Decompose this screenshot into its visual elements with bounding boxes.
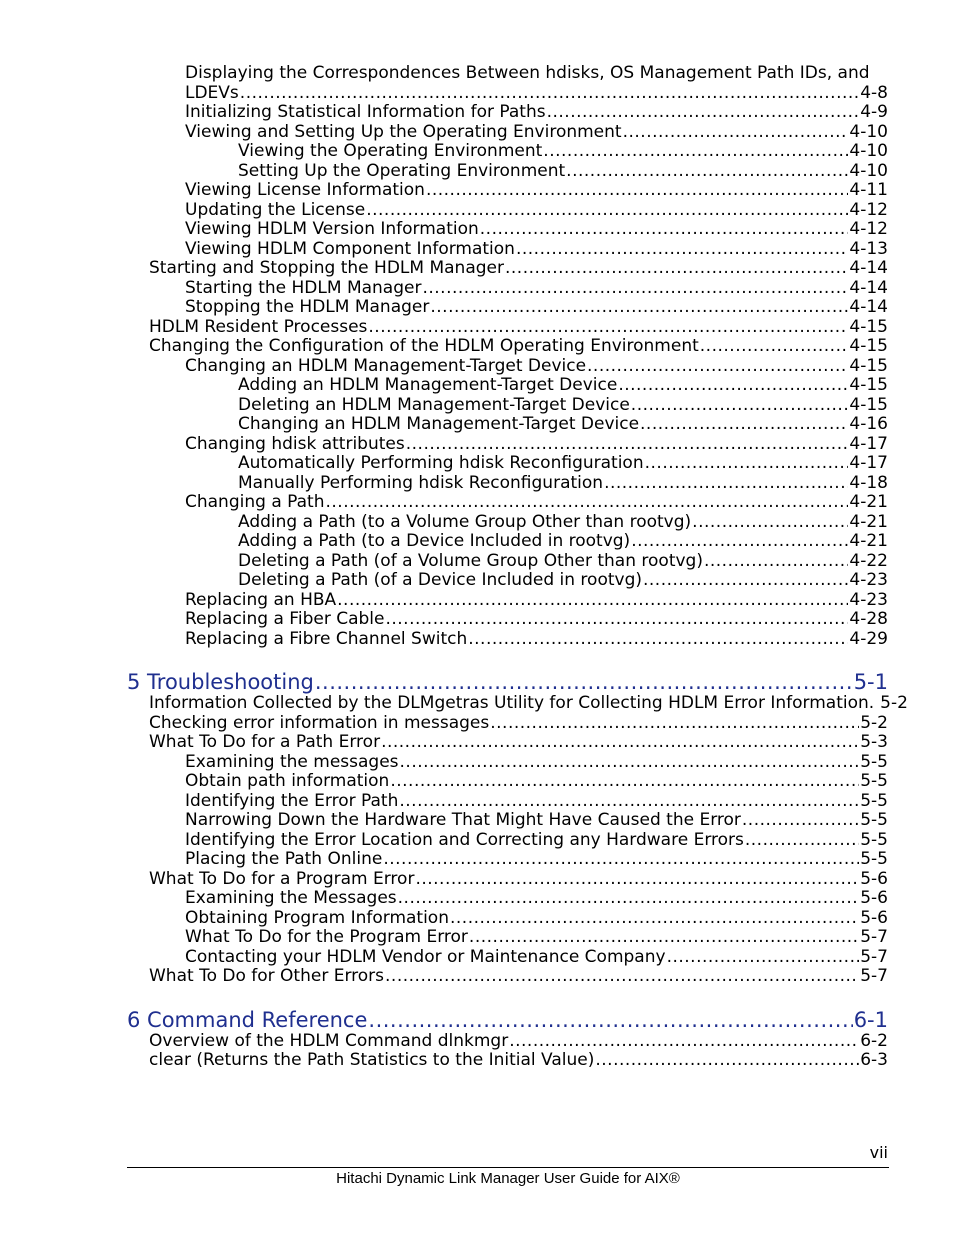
toc-entry-text: Viewing HDLM Component Information (185, 238, 515, 259)
toc-leader-dots (631, 395, 849, 415)
toc-page-ref: 5-2 (860, 712, 888, 733)
toc-entry-text: Initializing Statistical Information for Paths (185, 102, 546, 122)
toc-page-ref: 5-5 (860, 810, 888, 830)
toc-page-ref: 4-14 (849, 297, 888, 317)
toc-entry-text: Replacing an HBA (185, 589, 337, 610)
toc-page-ref: 4-15 (849, 375, 888, 395)
toc-leader-dots (415, 869, 859, 889)
toc-entry-text: What To Do for the Program Error (185, 927, 468, 947)
toc-entry-text: What To Do for a Program Error (149, 868, 415, 889)
toc-entry[interactable] (149, 693, 908, 713)
toc-entry-text: What To Do for a Path Error (149, 732, 381, 752)
toc-page-ref: 4-21 (849, 492, 888, 512)
toc-entry[interactable] (185, 122, 888, 142)
toc-leader-dots (623, 122, 849, 142)
toc-page-ref: 5-5 (860, 849, 888, 869)
toc-chapter-entry[interactable] (127, 670, 888, 694)
toc-entry-text: Viewing License Information (185, 180, 425, 200)
toc-entry[interactable] (149, 258, 888, 278)
toc-entry-text: Automatically Performing hdisk Reconfiguration (238, 453, 644, 473)
toc-entry-text: 5 Troubleshooting (127, 670, 314, 694)
toc-entry[interactable] (238, 453, 888, 473)
toc-entry-text: Replacing a Fibre Channel Switch (185, 628, 468, 649)
toc-entry-text: Narrowing Down the Hardware That Might Have Caused the Error (185, 810, 741, 830)
toc-leader-dots (692, 512, 848, 532)
toc-leader-dots (745, 830, 859, 850)
toc-leader-dots (516, 239, 848, 259)
toc-leader-dots (385, 966, 859, 986)
footer-title: Hitachi Dynamic Link Manager User Guide for AIX® (336, 1170, 680, 1187)
toc-leader-dots (640, 414, 848, 434)
toc-entry[interactable] (238, 375, 888, 395)
toc-page-ref: 4-14 (849, 258, 888, 278)
toc-entry[interactable] (185, 791, 888, 811)
toc-entry[interactable] (149, 966, 888, 986)
toc-page-ref: 5-5 (860, 829, 888, 850)
toc-entry-text: Adding a Path (to a Volume Group Other than rootvg) (238, 511, 692, 532)
toc-leader-dots (366, 200, 848, 220)
toc-entry[interactable] (185, 947, 888, 967)
toc-entry-text: Changing a Path (185, 492, 325, 512)
toc-leader-dots (547, 102, 860, 122)
toc-leader-dots (390, 771, 859, 791)
toc-page-ref: 4-17 (849, 433, 888, 454)
toc-page-ref: 4-15 (849, 336, 888, 356)
toc-entry-text: Obtain path information (185, 771, 390, 791)
toc-leader-dots (543, 141, 848, 161)
toc-entry-text: HDLM Resident Processes (149, 316, 368, 337)
toc-page-ref: 4-12 (849, 219, 888, 239)
toc-entry[interactable] (238, 570, 888, 590)
toc-leader-dots (337, 590, 848, 610)
toc-entry-text: Changing the Configuration of the HDLM Operating Environment (149, 336, 699, 356)
toc-page-ref: 4-21 (849, 511, 888, 532)
toc-entry[interactable] (185, 810, 888, 830)
toc-entry-text: Checking error information in messages (149, 712, 490, 733)
toc-leader-dots (469, 927, 859, 947)
toc-leader-dots (643, 570, 848, 590)
toc-entry[interactable] (238, 161, 888, 181)
toc-page-ref: 4-23 (849, 570, 888, 590)
toc-entry-text: Starting the HDLM Manager (185, 277, 422, 298)
toc-leader-dots (399, 791, 859, 811)
toc-entry-text: Obtaining Program Information (185, 907, 449, 928)
toc-entry-text: Viewing and Setting Up the Operating Environment (185, 121, 622, 142)
toc-leader-dots (645, 453, 849, 473)
toc-entry[interactable] (149, 713, 888, 733)
toc-entry-text: What To Do for Other Errors (149, 966, 385, 986)
toc-entry-text: Examining the Messages (185, 888, 397, 908)
toc-entry-text: clear (Returns the Path Statistics to the Initial Value) (149, 1050, 595, 1070)
toc-leader-dots (742, 810, 859, 830)
toc-entry[interactable] (185, 297, 888, 317)
toc-entry[interactable] (149, 336, 888, 356)
toc-leader-dots (381, 732, 859, 752)
toc-leader-dots (422, 278, 848, 298)
toc-entry-text: Contacting your HDLM Vendor or Maintenance Company (185, 946, 666, 967)
toc-entry[interactable] (185, 356, 888, 376)
toc-page-ref: 5-3 (860, 732, 888, 752)
toc-entry-text: Information Collected by the DLMgetras Utility for Collecting HDLM Error Information. (149, 693, 875, 713)
toc-entry[interactable] (185, 849, 888, 869)
toc-page-ref: 4-17 (849, 453, 888, 473)
toc-entry-text: Examining the messages (185, 751, 399, 772)
toc-leader-dots (326, 492, 849, 512)
toc-page-ref: 5-7 (860, 927, 888, 947)
toc-leader-dots (700, 336, 849, 356)
toc-page-ref: 4-13 (849, 238, 888, 259)
toc-leader-dots (631, 531, 848, 551)
toc-leader-dots (566, 161, 848, 181)
toc-entry-text: Placing the Path Online (185, 849, 383, 869)
toc-page-ref: 4-14 (849, 277, 888, 298)
toc-page-ref: 6-1 (853, 1007, 888, 1032)
toc-entry[interactable] (238, 395, 888, 415)
toc-leader-dots (368, 1008, 852, 1032)
toc-page-ref: 4-9 (860, 102, 888, 122)
toc-page-ref: 4-15 (849, 355, 888, 376)
toc-entry-text: Changing an HDLM Management-Target Device (238, 414, 640, 434)
toc-page-ref: 5-6 (860, 868, 888, 889)
toc-entry-text: Replacing a Fiber Cable (185, 609, 385, 629)
toc-entry[interactable] (185, 83, 888, 103)
toc-page-ref: 5-6 (860, 907, 888, 928)
toc-page-ref: 4-22 (849, 550, 888, 571)
toc-page-ref: 6-3 (860, 1050, 888, 1070)
toc-entry[interactable] (185, 180, 888, 200)
toc-entry-text: Changing an HDLM Management-Target Device (185, 355, 587, 376)
toc-entry-text: Deleting an HDLM Management-Target Device (238, 394, 630, 415)
toc-entry[interactable] (185, 239, 888, 259)
toc-page-ref: 5-5 (860, 771, 888, 791)
page-number: vii (869, 1143, 888, 1162)
toc-leader-dots (385, 609, 848, 629)
toc-leader-dots (505, 258, 848, 278)
toc-page-ref: 4-28 (849, 609, 888, 629)
toc-page-ref: 4-12 (849, 199, 888, 220)
toc-page-ref: 5-7 (860, 946, 888, 967)
toc-page-ref: 5-5 (860, 790, 888, 811)
toc-entry-text: Viewing the Operating Environment (238, 141, 543, 161)
toc-entry-text: Stopping the HDLM Manager (185, 297, 430, 317)
toc-entry[interactable] (185, 927, 888, 947)
toc-page-ref: 4-18 (849, 472, 888, 493)
toc-leader-dots (315, 670, 853, 694)
toc-entry[interactable] (238, 551, 888, 571)
toc-leader-dots (480, 219, 849, 239)
toc-entry[interactable] (238, 141, 888, 161)
toc-entry[interactable] (185, 278, 888, 298)
toc-entry[interactable] (185, 434, 888, 454)
toc-page-ref: 4-10 (849, 121, 888, 142)
toc-page-ref: 4-29 (849, 628, 888, 649)
toc-page-ref: 6-2 (860, 1030, 888, 1051)
toc-entry[interactable] (238, 473, 888, 493)
toc-page-ref: 5-1 (853, 670, 888, 694)
toc-leader-dots (595, 1050, 859, 1070)
toc-entry-text: Viewing HDLM Version Information (185, 219, 479, 239)
toc-leader-dots (587, 356, 848, 376)
toc-page-ref: 5-5 (860, 751, 888, 772)
toc-entry[interactable] (149, 317, 888, 337)
toc-entry-text: Identifying the Error Path (185, 790, 399, 811)
toc-leader-dots (490, 713, 859, 733)
toc-entry[interactable] (185, 629, 888, 649)
toc-leader-dots (383, 849, 859, 869)
footer-rule (127, 1167, 889, 1168)
toc-page-ref: 4-23 (849, 589, 888, 610)
toc-entry-text: Setting Up the Operating Environment (238, 160, 566, 181)
toc-page-ref: 4-21 (849, 531, 888, 551)
toc-entry-text: Identifying the Error Location and Correcting any Hardware Errors (185, 829, 744, 850)
toc-entry-text: LDEVs (185, 82, 239, 103)
toc-leader-dots (618, 375, 848, 395)
toc-leader-dots (704, 551, 848, 571)
toc-leader-dots (509, 1031, 859, 1051)
toc-entry[interactable] (149, 869, 888, 889)
toc-page-ref: 4-15 (849, 316, 888, 337)
toc-entry[interactable] (149, 732, 888, 752)
toc-entry[interactable] (185, 590, 888, 610)
toc-entry[interactable] (185, 492, 888, 512)
toc-entry[interactable] (185, 219, 888, 239)
toc-leader-dots (400, 752, 860, 772)
toc-entry[interactable] (185, 888, 888, 908)
toc-entry-text: Deleting a Path (of a Volume Group Other than rootvg) (238, 550, 703, 571)
toc-page-ref: 4-10 (849, 160, 888, 181)
toc-entry-text: Changing hdisk attributes (185, 433, 405, 454)
toc-entry[interactable] (238, 531, 888, 551)
toc-entry[interactable] (238, 414, 888, 434)
toc-page-ref: 4-11 (849, 180, 888, 200)
toc-entry-text: Manually Performing hdisk Reconfiguration (238, 472, 604, 493)
toc-page-ref: 4-16 (849, 414, 888, 434)
toc-entry[interactable] (185, 200, 888, 220)
toc-page-ref: 4-10 (849, 141, 888, 161)
toc-entry[interactable] (185, 609, 888, 629)
toc-leader-dots (398, 888, 860, 908)
toc-entry[interactable] (149, 1050, 888, 1070)
toc-page-ref: 4-15 (849, 394, 888, 415)
toc-page-ref: 5-6 (860, 888, 888, 908)
toc-leader-dots (426, 180, 848, 200)
toc-leader-dots (430, 297, 848, 317)
toc-leader-dots (368, 317, 848, 337)
toc-leader-dots (468, 629, 848, 649)
toc-leader-dots (604, 473, 848, 493)
toc-entry[interactable] (185, 771, 888, 791)
toc-entry[interactable] (238, 512, 888, 532)
toc-entry-text: 6 Command Reference (127, 1007, 368, 1032)
toc-entry[interactable] (149, 1031, 888, 1051)
toc-page-ref: 5-2 (880, 693, 908, 713)
toc-entry[interactable] (185, 908, 888, 928)
toc-leader-dots (667, 947, 860, 967)
toc-entry-text: Starting and Stopping the HDLM Manager (149, 258, 504, 278)
toc-entry-text: Overview of the HDLM Command dlnkmgr (149, 1030, 509, 1051)
toc-page-ref: 5-7 (860, 966, 888, 986)
toc-entry[interactable] (185, 752, 888, 772)
toc-entry[interactable] (185, 830, 888, 850)
toc-chapter-entry[interactable] (127, 1008, 888, 1032)
toc-leader-dots (240, 83, 859, 103)
toc-entry[interactable] (185, 102, 888, 122)
toc-entry-text: Deleting a Path (of a Device Included in rootvg) (238, 570, 642, 590)
toc-entry-text: Updating the License (185, 199, 366, 220)
toc-leader-dots (450, 908, 859, 928)
toc-page-ref: 4-8 (860, 82, 888, 103)
toc-entry-text: Adding a Path (to a Device Included in rootvg) (238, 531, 631, 551)
toc-entry-text: Displaying the Correspondences Between hdisks, OS Management Path IDs, and (185, 63, 870, 83)
toc-entry-text: Adding an HDLM Management-Target Device (238, 375, 618, 395)
toc-leader-dots (406, 434, 849, 454)
